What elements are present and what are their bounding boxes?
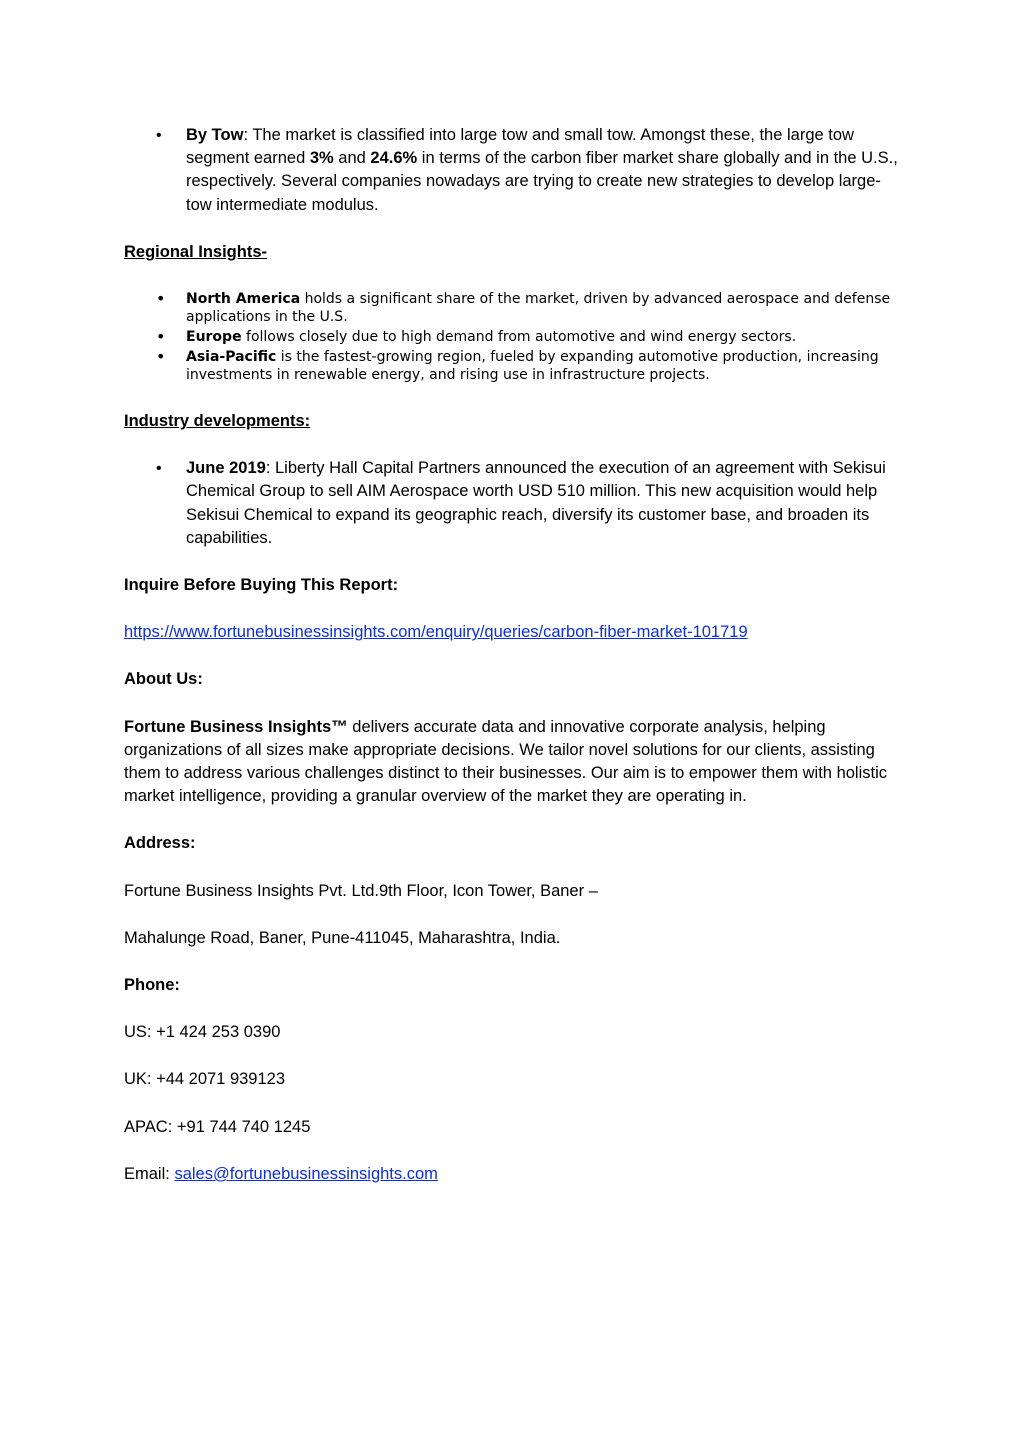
industry-text: : Liberty Hall Capital Partners announced the execution of an agreement with Sekisui Chemical Group to sell AIM Aerospace worth USD 510 million. This new acquisition would help Sekisui Chemical to expand its geographic reach, diversify its customer base, and broaden its capabilities. — [186, 459, 886, 547]
email-link[interactable]: sales@fortunebusinessinsights.com — [174, 1164, 438, 1183]
list-item — [124, 290, 904, 326]
document-page — [124, 122, 904, 1186]
region-text-north-america: holds a significant share of the market, driven by advanced aerospace and defense applications in the U.S. — [186, 291, 891, 326]
list-item — [124, 124, 904, 217]
region-text-europe: follows closely due to high demand from automotive and wind energy sectors. — [241, 329, 797, 346]
address-heading: Address: — [124, 834, 196, 853]
about-paragraph — [124, 716, 904, 809]
inquire-heading: Inquire Before Buying This Report: — [124, 576, 399, 595]
address-line-2: Mahalunge Road, Baner, Pune-411045, Maharashtra, India. — [124, 928, 561, 947]
about-brand: Fortune Business Insights™ — [124, 717, 348, 736]
about-heading: About Us: — [124, 670, 203, 689]
industry-list — [124, 457, 904, 550]
email-row — [124, 1163, 904, 1186]
list-item — [124, 348, 904, 384]
phone-heading: Phone: — [124, 976, 180, 995]
about-text: delivers accurate data and innovative corporate analysis, helping organizations of all sizes make appropriate decisions. We tailor novel solutions for our clients, assisting them to address various challenges distinct to their businesses. Our aim is to empower them with holistic market intelligence, providing a granular overview of the market they are operating in. — [124, 717, 888, 806]
industry-date: June 2019 — [186, 459, 266, 478]
bullet-icon: • — [156, 460, 162, 478]
inquire-link[interactable]: https://www.fortunebusinessinsights.com/enquiry/queries/carbon-fiber-market-101719 — [124, 623, 748, 642]
phone-us: US: +1 424 253 0390 — [124, 1023, 281, 1042]
region-text-asia-pacific: is the fastest-growing region, fueled by expanding automotive production, increasing investments in renewable energy, and rising use in infrastructure projects. — [186, 349, 879, 384]
inquire-link-row — [124, 621, 904, 644]
region-label-north-america: North America — [186, 291, 301, 308]
bullet-icon: • — [156, 289, 166, 309]
list-item — [124, 328, 904, 346]
regional-list — [124, 290, 904, 384]
by-tow-value-2: 24.6% — [370, 149, 418, 168]
bullet-icon: • — [156, 347, 166, 367]
industry-developments-heading: Industry developments: — [124, 412, 311, 431]
by-tow-label: By Tow — [186, 126, 244, 144]
list-item — [124, 457, 904, 550]
by-tow-text-2: and — [333, 149, 371, 168]
address-line-1: Fortune Business Insights Pvt. Ltd.9th Floor, Icon Tower, Baner – — [124, 881, 598, 900]
email-label: Email: — [124, 1164, 175, 1183]
regional-insights-heading: Regional Insights- — [124, 242, 268, 261]
by-tow-value-1: 3% — [309, 149, 334, 168]
bullet-icon: • — [156, 327, 166, 347]
region-label-asia-pacific: Asia-Pacific — [186, 349, 277, 366]
bullet-icon: • — [156, 127, 162, 144]
by-tow-text-3: in terms of the carbon fiber market share globally and in the U.S., respectively. Several companies nowadays are trying to create new strategies to develop large-tow intermediate modulus. — [186, 149, 898, 214]
by-tow-text-1: : The market is classified into large tow and small tow. Amongst these, the large tow segment earned — [186, 126, 854, 168]
region-label-europe: Europe — [186, 329, 242, 346]
phone-apac: APAC: +91 744 740 1245 — [124, 1117, 311, 1136]
by-tow-list — [124, 124, 904, 217]
phone-uk: UK: +44 2071 939123 — [124, 1070, 286, 1089]
